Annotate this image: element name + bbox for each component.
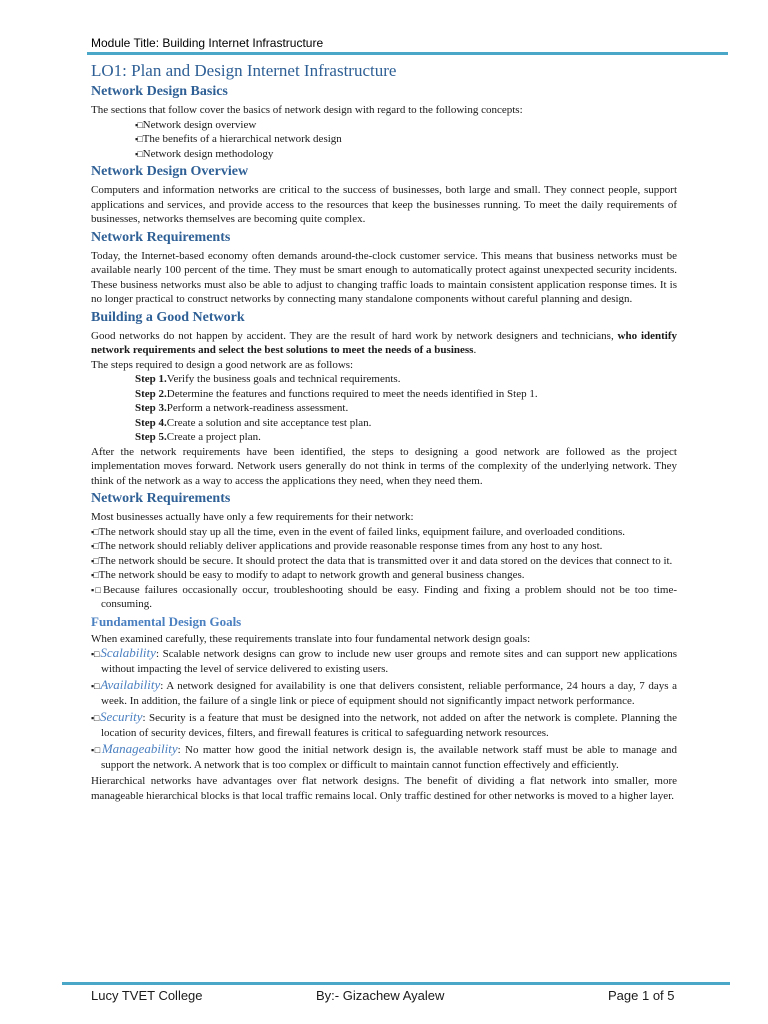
section-heading-basics: Network Design Basics — [91, 84, 228, 99]
list-item: ▪□Availability: A network designed for availability is one that delivers consistent, reliable performance, 24 hours a day, 7 days a week. In addition, the failure of a single link or piece of equipment should not significantly impact network performance. — [91, 677, 677, 707]
list-item: ▪□Because failures occasionally occur, troubleshooting should be easy. Finding and fixing a problem should not be too time-consuming. — [91, 583, 677, 610]
section-heading-requirements: Network Requirements — [91, 229, 231, 245]
bullet-icon: ▪□ — [135, 134, 142, 144]
bullet-icon: ▪□ — [91, 745, 101, 755]
list-item: ▪□Security: Security is a feature that must be designed into the network, not added on after the network is complete. Planning the location of security devices, filters, and firewall features is critical to safeguarding network resources. — [91, 709, 677, 739]
step-item: Step 1.Verify the business goals and technical requirements. — [135, 373, 401, 385]
list-item: ▪□The network should be easy to modify to adapt to network growth and general business changes. — [91, 569, 525, 581]
bullet-icon: ▪□ — [91, 570, 98, 580]
list-item: ▪□The network should stay up all the time, even in the event of failed links, equipment failure, and overloaded conditions. — [91, 525, 625, 538]
bullet-icon: ▪□ — [91, 555, 98, 566]
basics-intro: The sections that follow cover the basics of network design with regard to the following concepts: — [91, 104, 523, 116]
step-item: Step 4.Create a solution and site acceptance test plan. — [135, 416, 372, 429]
good-network-text: Good networks do not happen by accident. They are the result of hard work by network designers and technicians, who identify network requirements and select the best solutions to meet the needs of a business. — [91, 329, 677, 356]
steps-list — [91, 372, 677, 445]
goals-closing: Hierarchical networks have advantages over flat network designs. The benefit of dividing a flat network into smaller, more manageable hierarchical blocks is that local traffic remains local. Only traffic destined for other networks is moved to a higher layer. — [91, 775, 677, 802]
document-body — [91, 60, 677, 803]
lo-title: LO1: Plan and Design Internet Infrastructure — [91, 61, 397, 80]
step-item: Step 5.Create a project plan. — [135, 431, 261, 443]
list-item: ▪□Network design methodology — [135, 147, 274, 160]
step-item: Step 2.Determine the features and functions required to meet the needs identified in Step 1. — [135, 387, 538, 400]
section-heading-requirements-2: Network Requirements — [91, 491, 231, 506]
list-item: ▪□Scalability: Scalable network designs can grow to include new user groups and remote sites and can support new applications without impacting the level of service delivered to existing users. — [91, 645, 677, 675]
section-heading-overview: Network Design Overview — [91, 164, 249, 179]
footer-author: By:- Gizachew Ayalew — [316, 988, 445, 1003]
good-network-after: After the network requirements have been identified, the steps to designing a good network are followed as the project implementation moves forward. Network users generally do not think in terms of the complexity of the underlying network. They think of the network as a way to access the applications they need, when they need them. — [91, 445, 677, 487]
bullet-icon: ▪□ — [91, 713, 99, 723]
footer-college: Lucy TVET College — [91, 988, 203, 1003]
requirements-text: Today, the Internet-based economy often demands around-the-clock customer service. This means that business networks must be available nearly 100 percent of the time. They must be smart enough to automatically protect against unexpected security incidents. These business networks must also be able to adjust to changing traffic loads to maintain consistent application response times. It is no longer practical to construct networks by connecting many standalone components without careful planning and design. — [91, 249, 677, 305]
goal-term: Scalability — [100, 645, 156, 660]
list-item: ▪□Network design overview — [135, 118, 257, 131]
list-item: ▪□The network should reliably deliver applications and provide reasonable response times from any host to any host. — [91, 540, 603, 552]
bullet-icon: ▪□ — [91, 649, 100, 659]
section-heading-goals: Fundamental Design Goals — [91, 613, 242, 629]
goal-term: Security — [99, 709, 143, 724]
list-item: ▪□The benefits of a hierarchical network design — [135, 133, 342, 145]
requirements-2-intro: Most businesses actually have only a few requirements for their network: — [91, 511, 414, 523]
goals-list — [91, 646, 677, 772]
basics-list — [91, 118, 677, 162]
goals-intro: When examined carefully, these requirements translate into four fundamental network design goals: — [91, 632, 531, 645]
list-item: ▪□Manageability: No matter how good the initial network design is, the available network staff must be able to manage and support the network. A network that is too complex or difficult to maintain cannot function effectively and efficiently. — [91, 741, 677, 771]
bullet-icon: ▪□ — [91, 681, 100, 691]
list-item: ▪□The network should be secure. It should protect the data that is transmitted over it and data stored on the devices that connect to it. — [91, 554, 673, 567]
module-title: Module Title: Building Internet Infrastructure — [91, 36, 324, 50]
good-network-emphasis: who identify network requirements and select the best solutions to meet the needs of a business — [91, 329, 677, 356]
bullet-icon: ▪□ — [91, 541, 98, 551]
requirements-list — [91, 525, 677, 612]
header-rule — [87, 52, 728, 55]
step-item: Step 3.Perform a network-readiness assessment. — [135, 402, 349, 414]
overview-text: Computers and information networks are critical to the success of businesses, both large and small. They connect people, support applications and services, and provide access to the resources that keep the businesses running. To meet the daily requirements of businesses, networks themselves are becoming quite complex. — [91, 184, 677, 225]
goal-term: Manageability — [101, 741, 178, 756]
bullet-icon: ▪□ — [91, 584, 102, 595]
bullet-icon: ▪□ — [135, 148, 142, 159]
section-heading-good-network: Building a Good Network — [91, 309, 245, 325]
goal-term: Availability — [100, 677, 161, 692]
bullet-icon: ▪□ — [135, 119, 142, 130]
footer-rule — [62, 982, 730, 985]
steps-intro: The steps required to design a good network are as follows: — [91, 358, 354, 371]
bullet-icon: ▪□ — [91, 526, 98, 537]
footer-page-number: Page 1 of 5 — [608, 988, 675, 1003]
